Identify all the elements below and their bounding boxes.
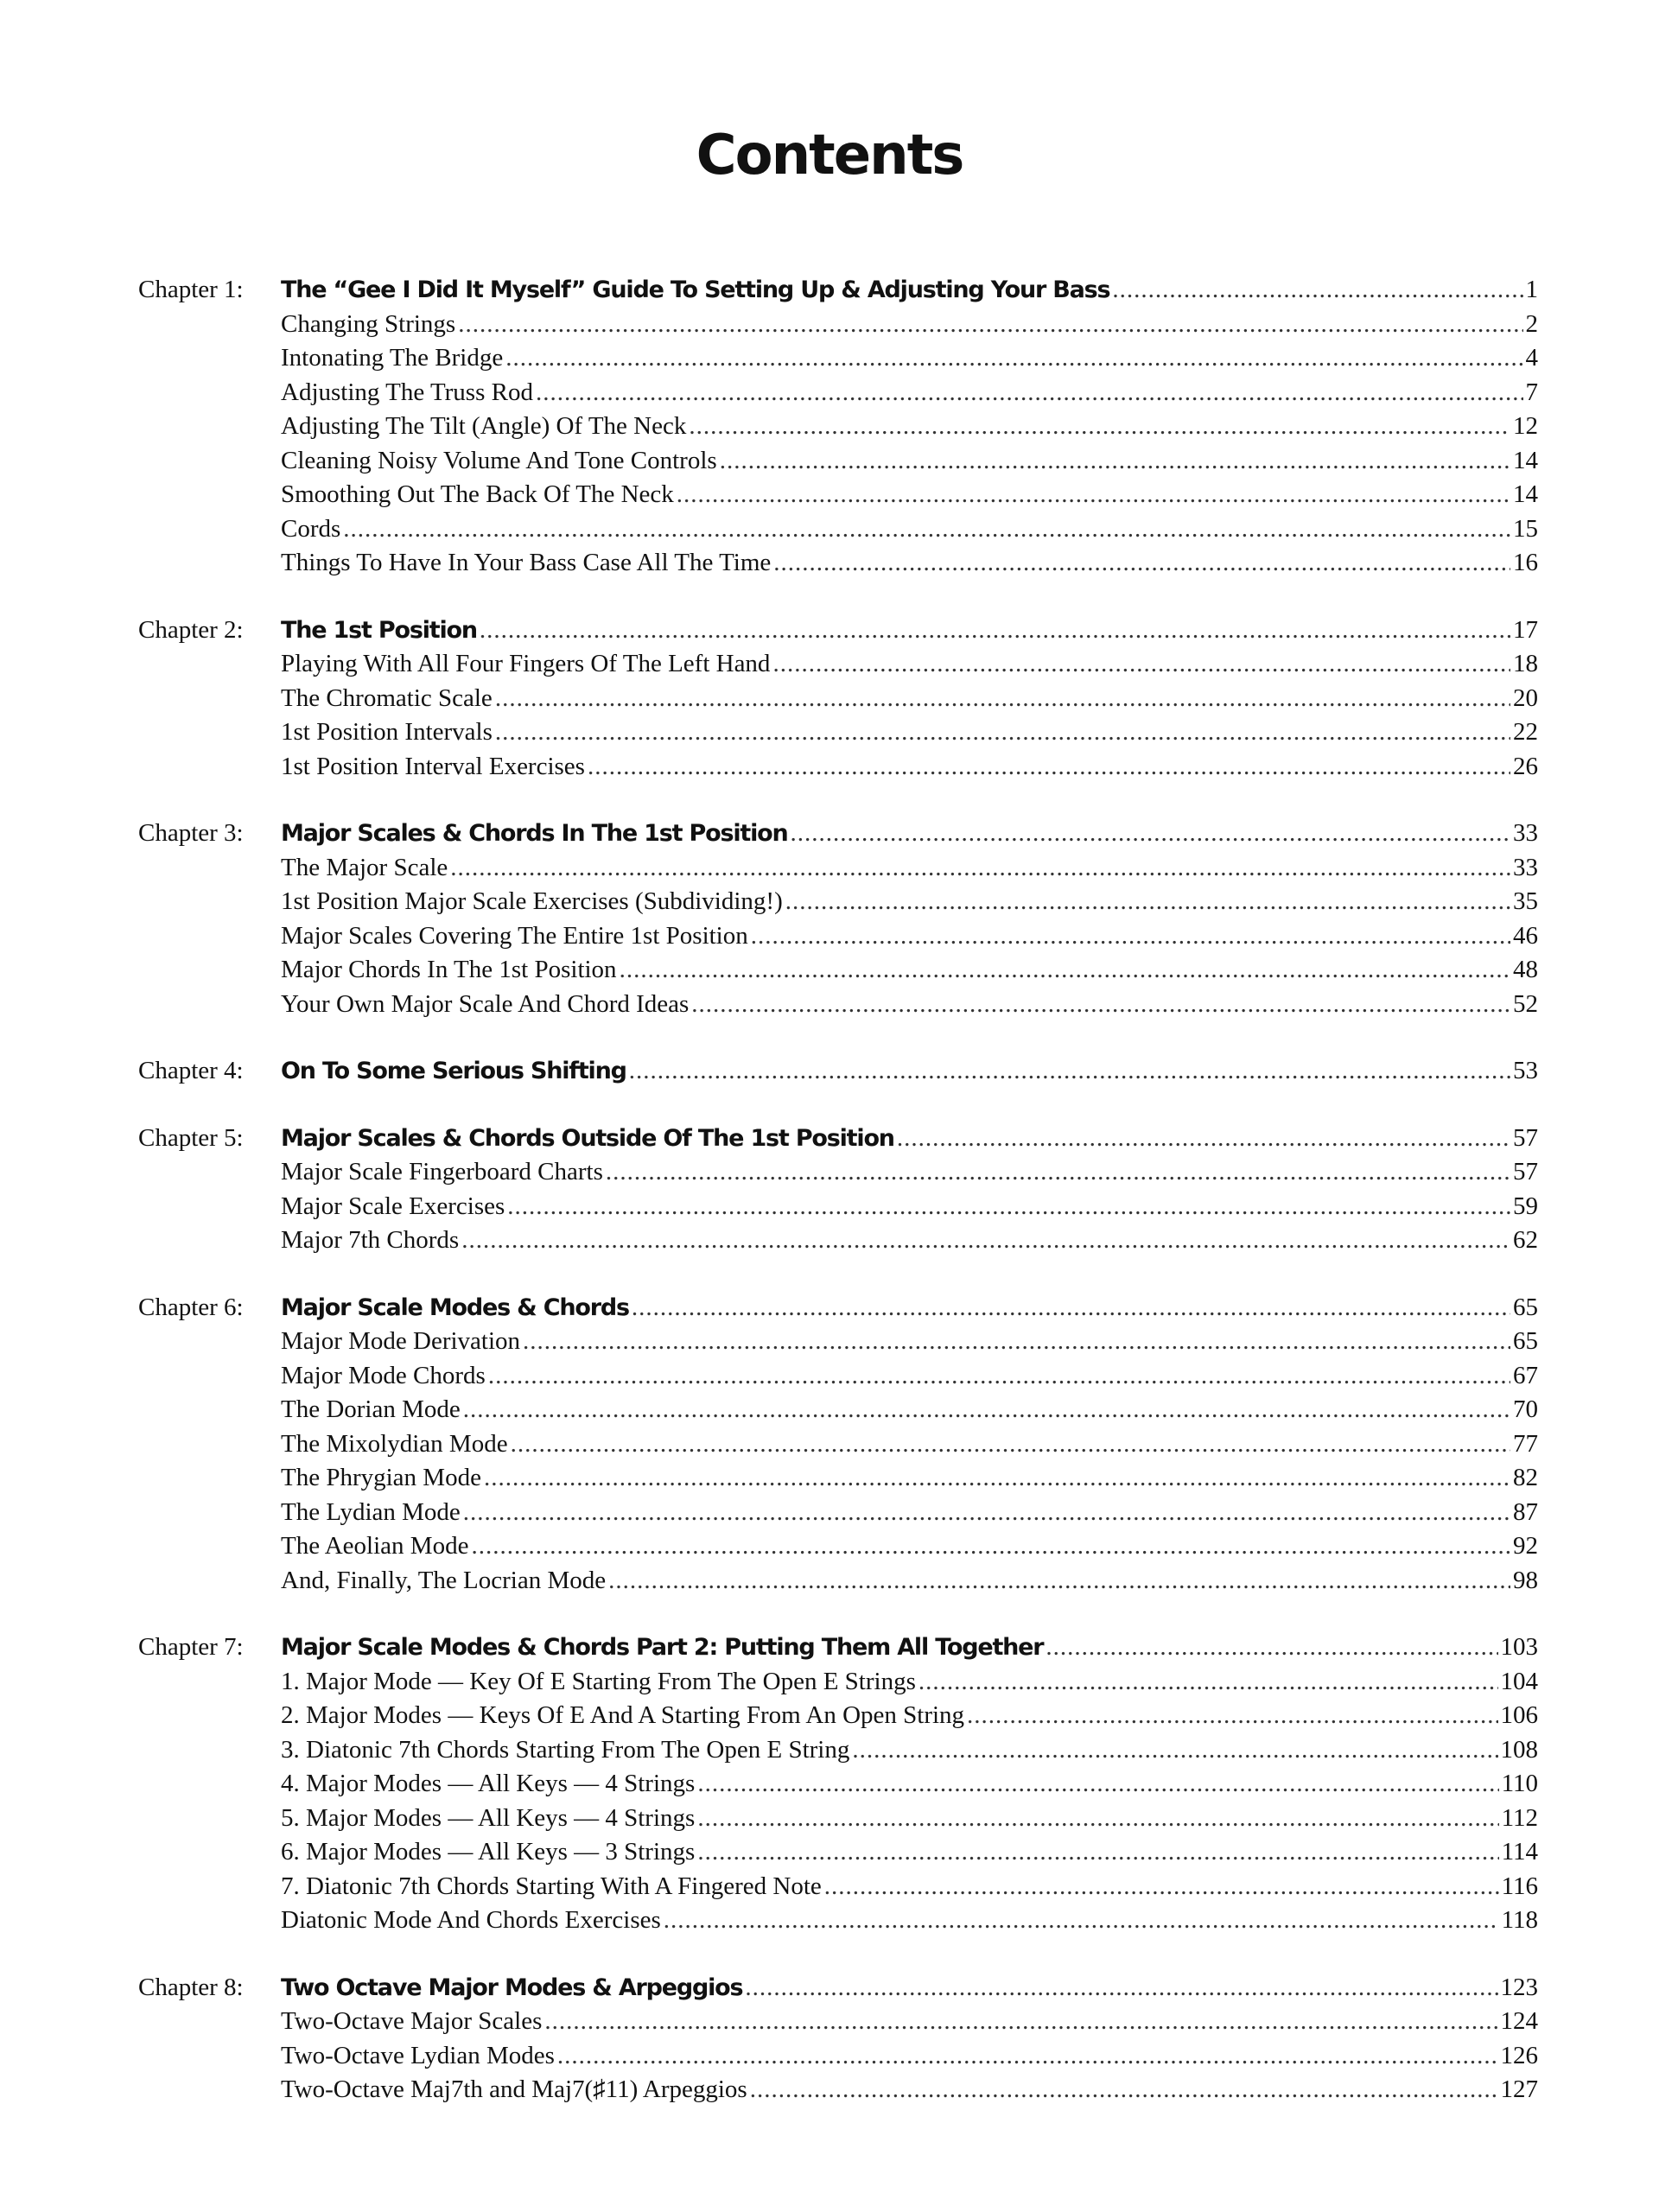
chapter-entries — [281, 273, 1538, 581]
table-of-contents — [138, 273, 1538, 2140]
section-row — [281, 1496, 1538, 1530]
dot-leader — [745, 1971, 1497, 2005]
dot-leader — [750, 2073, 1498, 2107]
chapter-title: Major Scales & Chords In The 1st Position — [281, 820, 788, 847]
page-number: 26 — [1513, 752, 1538, 780]
section-row — [281, 851, 1538, 886]
page-number: 1 — [1525, 276, 1538, 303]
page-number: 62 — [1513, 1226, 1538, 1254]
chapter-entries — [281, 817, 1538, 1021]
chapter-label: Chapter 6: — [138, 1293, 244, 1321]
chapter-entries — [281, 1971, 1538, 2107]
page-number: 65 — [1513, 1293, 1538, 1321]
page-number: 110 — [1501, 1770, 1538, 1797]
section-row — [281, 1359, 1538, 1394]
section-title: 1st Position Intervals — [281, 718, 493, 746]
dot-leader — [536, 376, 1523, 410]
chapter-title: Major Scale Modes & Chords Part 2: Putting Them All Together — [281, 1634, 1044, 1661]
dot-leader — [632, 1291, 1510, 1325]
page-number: 57 — [1513, 1158, 1538, 1185]
dot-leader — [664, 1904, 1499, 1938]
section-row — [281, 444, 1538, 479]
chapter-block — [138, 1971, 1538, 2107]
dot-leader — [523, 1325, 1510, 1359]
page-number: 106 — [1500, 1701, 1538, 1729]
page-number: 22 — [1513, 718, 1538, 746]
section-title: Diatonic Mode And Chords Exercises — [281, 1906, 661, 1934]
chapter-title: The “Gee I Did It Myself” Guide To Setting Up & Adjusting Your Bass — [281, 276, 1110, 303]
page-number: 57 — [1513, 1123, 1538, 1152]
dot-leader — [463, 1496, 1510, 1530]
section-title: The Dorian Mode — [281, 1395, 461, 1423]
section-title: The Phrygian Mode — [281, 1464, 481, 1491]
page-number: 82 — [1513, 1464, 1538, 1491]
section-title: Major Scale Exercises — [281, 1192, 505, 1220]
dot-leader — [772, 647, 1510, 682]
page-number: 33 — [1513, 819, 1538, 847]
chapter-heading-row — [281, 1122, 1538, 1156]
section-title: The Aeolian Mode — [281, 1532, 469, 1560]
dot-leader — [897, 1122, 1510, 1156]
dot-leader — [507, 1190, 1510, 1224]
chapter-heading-row — [281, 1054, 1538, 1089]
page-number: 17 — [1513, 615, 1538, 644]
chapter-block — [138, 1291, 1538, 1599]
dot-leader — [511, 1427, 1510, 1462]
page-number: 104 — [1500, 1667, 1538, 1695]
section-title: 1st Position Major Scale Exercises (Subdividing!) — [281, 887, 783, 915]
chapter-entries — [281, 1630, 1538, 1938]
section-title: Two-Octave Maj7th and Maj7(♯11) Arpeggios — [281, 2075, 747, 2103]
section-row — [281, 919, 1538, 954]
section-title: Smoothing Out The Back Of The Neck — [281, 480, 674, 508]
section-row — [281, 647, 1538, 682]
chapter-entries — [281, 1291, 1538, 1599]
section-row — [281, 1461, 1538, 1496]
page-number: 48 — [1513, 956, 1538, 983]
chapter-heading-row — [281, 1630, 1538, 1665]
section-row — [281, 715, 1538, 750]
dot-leader — [471, 1529, 1510, 1564]
dot-leader — [557, 2039, 1498, 2074]
section-row — [281, 1325, 1538, 1359]
section-row — [281, 988, 1538, 1022]
section-title: Adjusting The Truss Rod — [281, 378, 533, 406]
chapter-block — [138, 817, 1538, 1021]
page-number: 65 — [1513, 1327, 1538, 1355]
page-number: 46 — [1513, 921, 1538, 950]
section-row — [281, 2039, 1538, 2074]
section-row — [281, 1155, 1538, 1190]
chapter-heading-row — [281, 817, 1538, 851]
section-row — [281, 953, 1538, 988]
chapter-entries — [281, 1122, 1538, 1258]
page-number: 98 — [1513, 1566, 1538, 1594]
section-row — [281, 1835, 1538, 1870]
chapter-title: On To Some Serious Shifting — [281, 1058, 626, 1084]
section-row — [281, 376, 1538, 410]
page-number: 18 — [1513, 650, 1538, 677]
page-title: Contents — [696, 124, 963, 188]
page-number: 87 — [1513, 1497, 1538, 1526]
section-row — [281, 512, 1538, 547]
section-title: 5. Major Modes — All Keys — 4 Strings — [281, 1803, 696, 1832]
chapter-heading-row — [281, 1971, 1538, 2005]
dot-leader — [495, 715, 1510, 750]
dot-leader — [488, 1359, 1510, 1394]
page-number: 92 — [1513, 1532, 1538, 1560]
dot-leader — [480, 613, 1510, 648]
section-row — [281, 1224, 1538, 1258]
chapter-label: Chapter 3: — [138, 819, 244, 847]
section-title: The Major Scale — [281, 853, 448, 881]
section-row — [281, 750, 1538, 785]
section-title: 2. Major Modes — Keys Of E And A Starting From An Open String — [281, 1701, 965, 1729]
dot-leader — [629, 1054, 1510, 1089]
page-number: 123 — [1500, 1973, 1538, 2001]
dot-leader — [463, 1393, 1510, 1427]
page-number: 114 — [1501, 1838, 1538, 1866]
dot-leader — [677, 478, 1510, 512]
page-number: 70 — [1513, 1395, 1538, 1423]
section-title: 7. Diatonic 7th Chords Starting With A Fingered Note — [281, 1872, 822, 1900]
page-number: 67 — [1513, 1361, 1538, 1389]
dot-leader — [720, 444, 1510, 479]
dot-leader — [697, 1835, 1498, 1870]
chapter-block — [138, 613, 1538, 785]
section-row — [281, 341, 1538, 376]
dot-leader — [967, 1699, 1497, 1733]
section-title: Two-Octave Major Scales — [281, 2007, 543, 2035]
section-row — [281, 1393, 1538, 1427]
section-row — [281, 2073, 1538, 2107]
section-title: 3. Diatonic 7th Chords Starting From The Open E String — [281, 1735, 850, 1764]
page-number: 103 — [1500, 1633, 1538, 1661]
dot-leader — [620, 953, 1510, 988]
dot-leader — [691, 988, 1510, 1022]
page-number: 2 — [1525, 309, 1538, 338]
section-title: Intonating The Bridge — [281, 344, 504, 372]
section-row — [281, 1564, 1538, 1599]
section-title: Cords — [281, 514, 341, 543]
section-title: Major Mode Chords — [281, 1361, 486, 1389]
section-title: The Mixolydian Mode — [281, 1429, 508, 1458]
section-title: Major Scales Covering The Entire 1st Position — [281, 921, 748, 950]
section-row — [281, 1733, 1538, 1768]
page-number: 35 — [1513, 887, 1538, 915]
section-title: 1. Major Mode — Key Of E Starting From The Open E Strings — [281, 1667, 916, 1695]
section-title: Major Scale Fingerboard Charts — [281, 1158, 603, 1185]
section-row — [281, 1699, 1538, 1733]
section-title: And, Finally, The Locrian Mode — [281, 1566, 607, 1594]
dot-leader — [697, 1802, 1498, 1836]
dot-leader — [495, 682, 1510, 716]
section-row — [281, 1802, 1538, 1836]
dot-leader — [852, 1733, 1497, 1768]
section-row — [281, 478, 1538, 512]
chapter-block — [138, 1630, 1538, 1938]
chapter-heading-row — [281, 1291, 1538, 1325]
chapter-label: Chapter 8: — [138, 1973, 244, 2001]
page-number: 12 — [1513, 412, 1538, 440]
section-title: The Chromatic Scale — [281, 683, 493, 712]
page-number: 53 — [1513, 1057, 1538, 1084]
section-title: 4. Major Modes — All Keys — 4 Strings — [281, 1770, 696, 1797]
dot-leader — [458, 308, 1522, 342]
section-row — [281, 1870, 1538, 1904]
chapter-label: Chapter 5: — [138, 1123, 244, 1152]
section-title: Changing Strings — [281, 309, 456, 338]
section-row — [281, 1904, 1538, 1938]
dot-leader — [791, 817, 1510, 851]
section-title: Your Own Major Scale And Chord Ideas — [281, 989, 690, 1018]
page-number: 108 — [1500, 1735, 1538, 1764]
page-number: 77 — [1513, 1429, 1538, 1458]
section-title: Cleaning Noisy Volume And Tone Controls — [281, 446, 717, 474]
page-number: 16 — [1513, 549, 1538, 576]
chapter-title: Major Scales & Chords Outside Of The 1st Position — [281, 1124, 894, 1152]
section-row — [281, 1190, 1538, 1224]
dot-leader — [606, 1155, 1510, 1190]
section-title: Major Mode Derivation — [281, 1327, 521, 1355]
section-title: Two-Octave Lydian Modes — [281, 2041, 555, 2069]
chapter-label: Chapter 1: — [138, 276, 244, 303]
section-row — [281, 1529, 1538, 1564]
chapter-label: Chapter 7: — [138, 1633, 244, 1661]
page-number: 127 — [1500, 2075, 1538, 2103]
page-number: 112 — [1501, 1803, 1538, 1832]
dot-leader — [751, 919, 1510, 954]
dot-leader — [461, 1224, 1510, 1258]
chapter-heading-row — [281, 613, 1538, 648]
dot-leader — [1046, 1630, 1497, 1665]
dot-leader — [1112, 273, 1522, 308]
dot-leader — [697, 1767, 1498, 1802]
page-number: 4 — [1525, 344, 1538, 372]
dot-leader — [608, 1564, 1510, 1599]
section-title: 1st Position Interval Exercises — [281, 752, 585, 780]
section-title: Major Chords In The 1st Position — [281, 956, 617, 983]
page-number: 15 — [1513, 514, 1538, 543]
section-row — [281, 1427, 1538, 1462]
page-number: 124 — [1500, 2007, 1538, 2035]
chapter-title: Major Scale Modes & Chords — [281, 1294, 629, 1321]
section-row — [281, 410, 1538, 444]
section-row — [281, 1665, 1538, 1700]
chapter-block — [138, 1122, 1538, 1258]
section-title: The Lydian Mode — [281, 1497, 461, 1526]
chapter-label: Chapter 2: — [138, 615, 244, 644]
chapter-entries — [281, 1054, 1538, 1089]
page-number: 14 — [1513, 480, 1538, 508]
dot-leader — [505, 341, 1522, 376]
dot-leader — [450, 851, 1510, 886]
section-title: Playing With All Four Fingers Of The Left Hand — [281, 650, 771, 677]
section-row — [281, 2005, 1538, 2039]
dot-leader — [544, 2005, 1497, 2039]
page-number: 33 — [1513, 853, 1538, 881]
dot-leader — [484, 1461, 1510, 1496]
chapter-heading-row — [281, 273, 1538, 308]
chapter-title: Two Octave Major Modes & Arpeggios — [281, 1974, 743, 2001]
dot-leader — [918, 1665, 1498, 1700]
dot-leader — [588, 750, 1510, 785]
page-number: 116 — [1501, 1872, 1538, 1900]
dot-leader — [773, 546, 1510, 581]
section-row — [281, 308, 1538, 342]
chapter-block — [138, 1054, 1538, 1089]
section-title: Major 7th Chords — [281, 1226, 460, 1254]
page-number: 20 — [1513, 683, 1538, 712]
chapter-title: The 1st Position — [281, 616, 477, 644]
dot-leader — [689, 410, 1510, 444]
page-number: 52 — [1513, 989, 1538, 1018]
page-number: 126 — [1500, 2041, 1538, 2069]
section-row — [281, 682, 1538, 716]
section-title: 6. Major Modes — All Keys — 3 Strings — [281, 1838, 696, 1866]
page-number: 59 — [1513, 1192, 1538, 1220]
page-number: 7 — [1525, 378, 1538, 406]
section-title: Things To Have In Your Bass Case All The Time — [281, 549, 772, 576]
section-row — [281, 885, 1538, 919]
section-title: Adjusting The Tilt (Angle) Of The Neck — [281, 412, 687, 440]
dot-leader — [824, 1870, 1499, 1904]
chapter-block — [138, 273, 1538, 581]
section-row — [281, 1767, 1538, 1802]
chapter-label: Chapter 4: — [138, 1057, 244, 1084]
section-row — [281, 546, 1538, 581]
dot-leader — [785, 885, 1510, 919]
page-number: 118 — [1501, 1906, 1538, 1934]
dot-leader — [343, 512, 1510, 547]
page-number: 14 — [1513, 446, 1538, 474]
chapter-entries — [281, 613, 1538, 785]
